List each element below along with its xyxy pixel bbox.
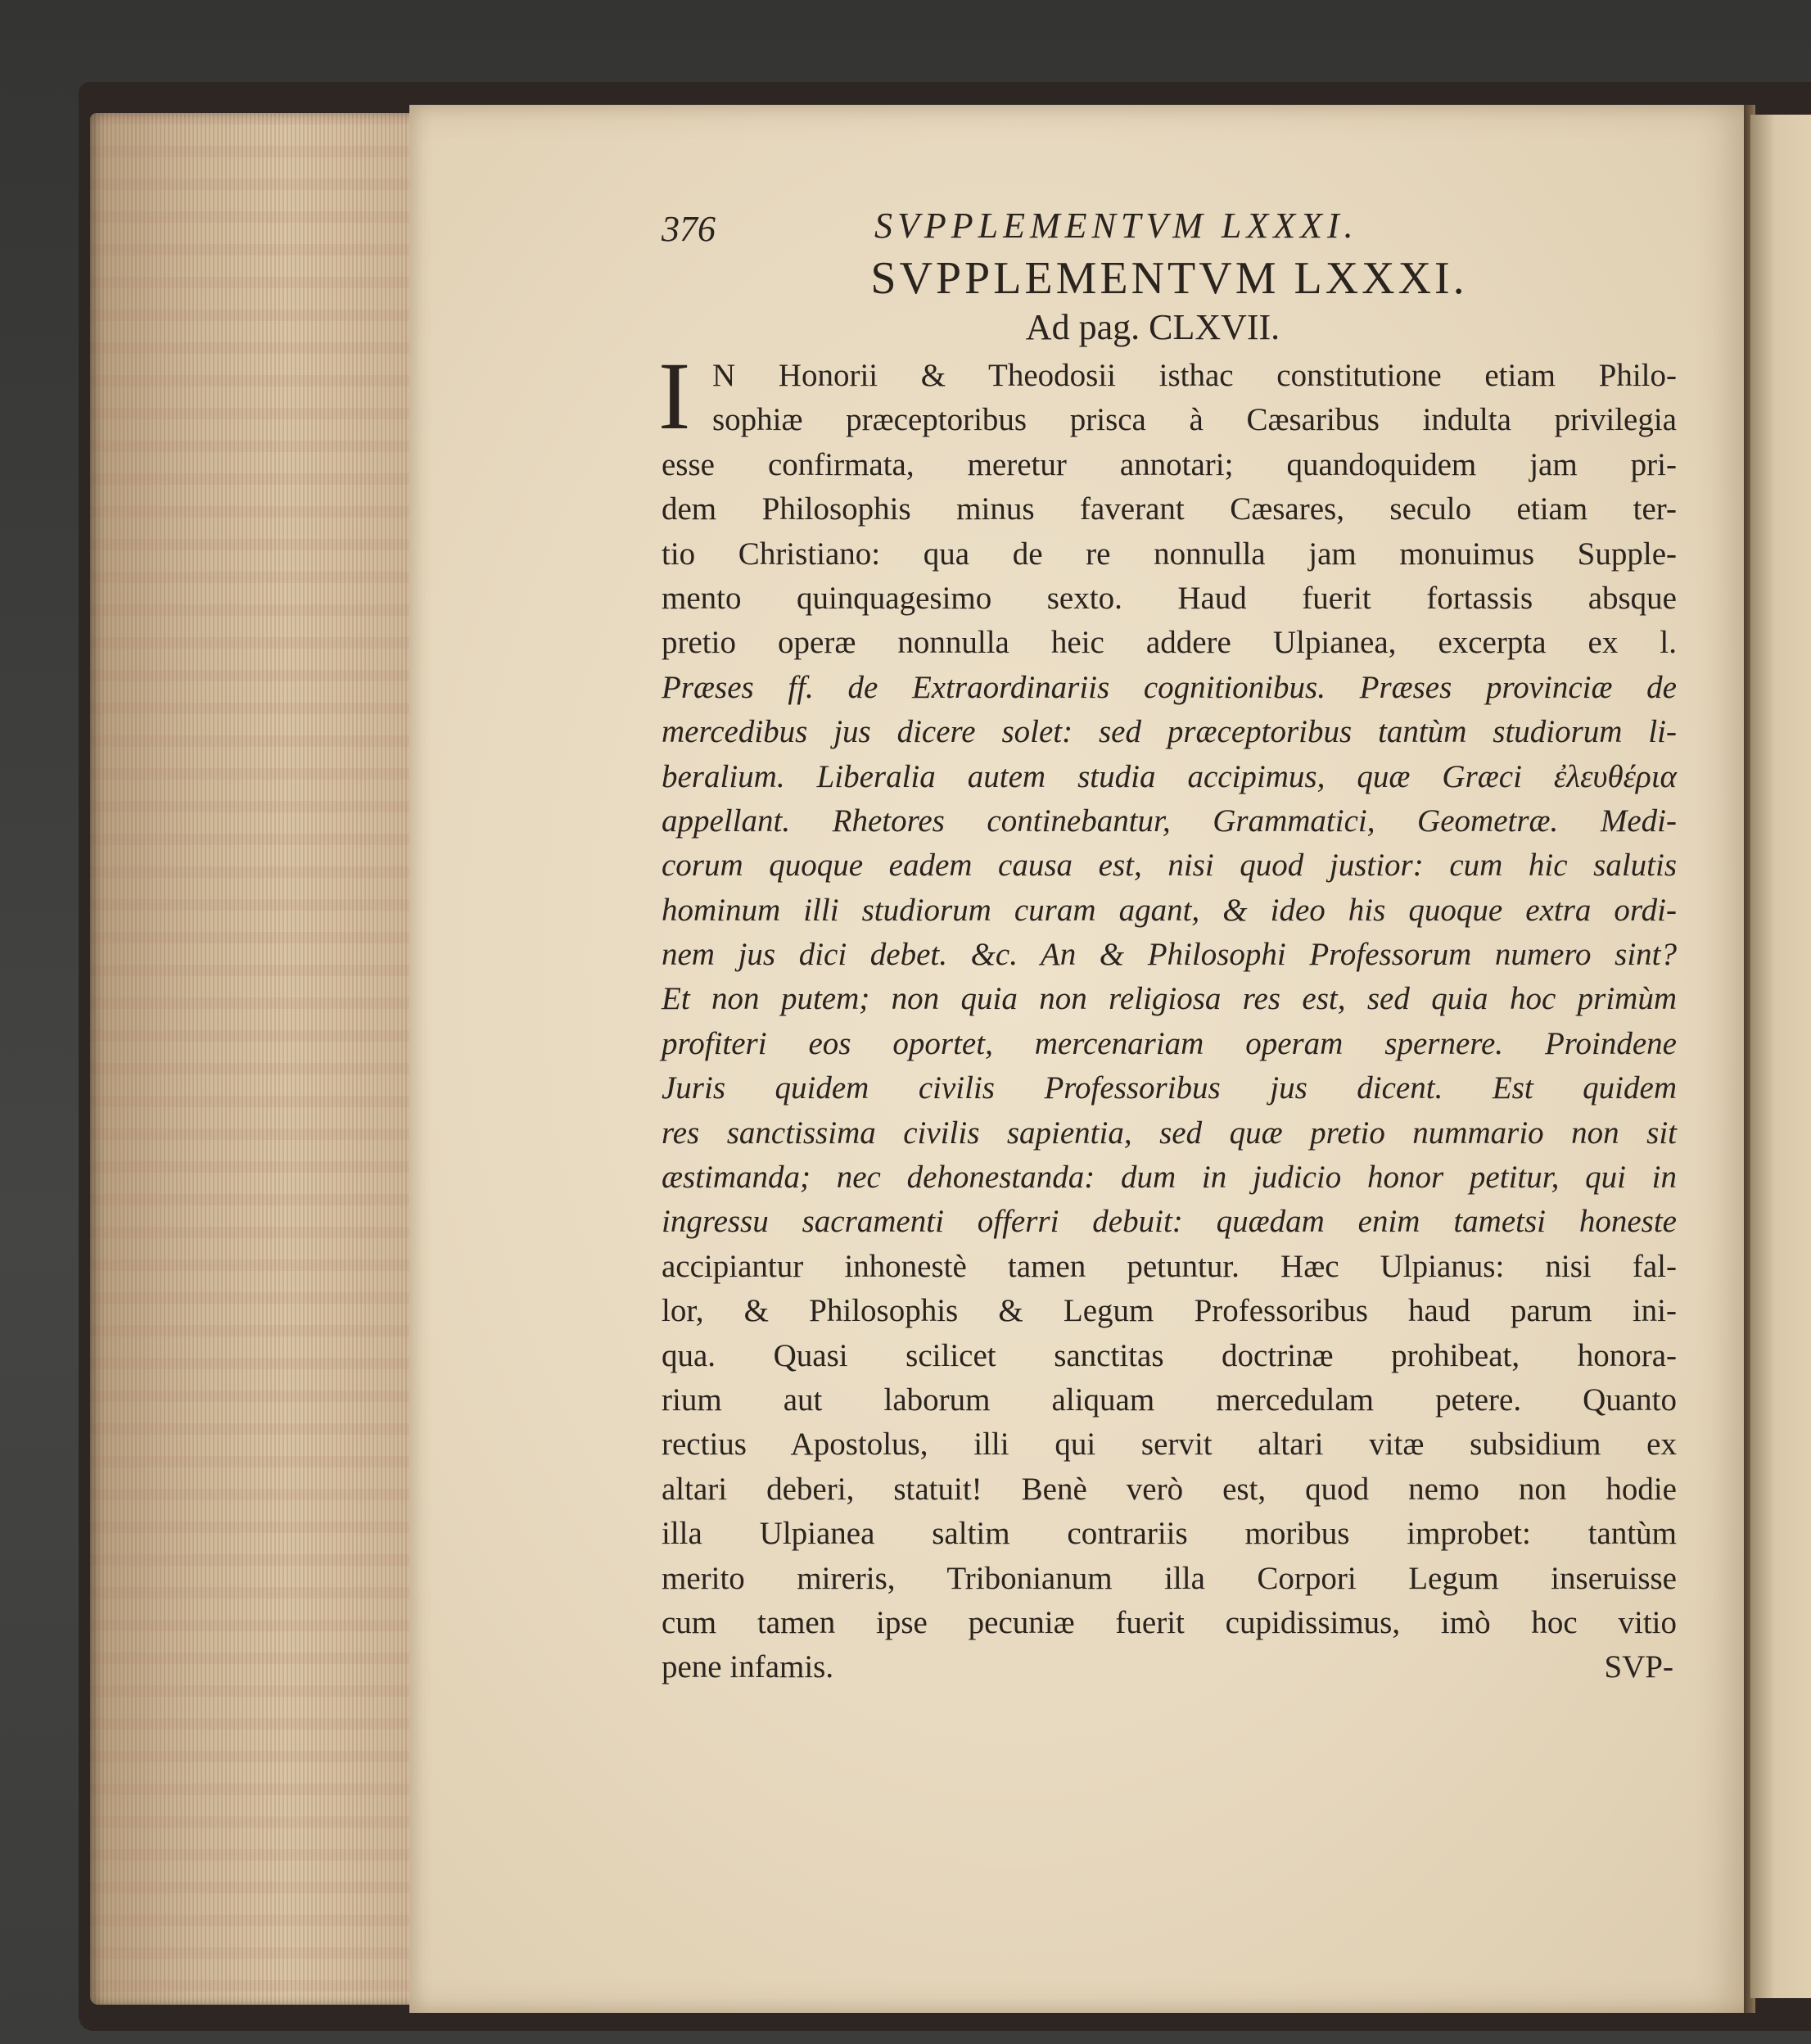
text-line: profiteri eos oportet, mercenariam operam spernere. Proindene (662, 1025, 1677, 1061)
running-head (662, 205, 1677, 252)
section-subtitle: Ad pag. CLXVII. (1025, 307, 1280, 347)
drop-cap: I (658, 342, 691, 450)
running-title: SVPPLEMENTVM LXXXI. (874, 206, 1358, 246)
text-line: esse confirmata, meretur annotari; quandoquidem jam pri- (662, 446, 1677, 482)
last-line-text: pene infamis. (662, 1649, 834, 1685)
text-line: accipiantur inhonestè tamen petuntur. Hæc Ulpianus: nisi fal- (662, 1248, 1677, 1284)
text-line: hominum illi studiorum curam agant, & ideo his quoque extra ordi- (662, 892, 1677, 928)
text-line: æstimanda; nec dehonestanda: dum in judicio honor petitur, qui in (662, 1160, 1677, 1196)
text-line: nem jus dici debet. &c. An & Philosophi Professorum numero sint? (662, 937, 1677, 973)
text-line: pretio operæ nonnulla heic addere Ulpianea, excerpta ex l. (662, 625, 1677, 661)
text-line: ingressu sacramenti offerri debuit: quædam enim tametsi honeste (662, 1204, 1677, 1240)
page-text (658, 205, 1677, 1690)
facing-page-edge (1750, 115, 1811, 1998)
text-line: illa Ulpianea saltim contrariis moribus improbet: tantùm (662, 1516, 1677, 1552)
text-line: beralium. Liberalia autem studia accipimus, quæ Græci ἐλευθέρια (662, 758, 1677, 794)
section-title: SVPPLEMENTVM LXXXI. (870, 253, 1468, 304)
text-line: sophiæ præceptoribus prisca à Cæsaribus indulta privilegia (712, 402, 1677, 438)
text-line: N Honorii & Theodosii isthac constitutione etiam Philo- (712, 358, 1677, 393)
text-line: dem Philosophis minus faverant Cæsares, seculo etiam ter- (662, 491, 1677, 527)
text-line: corum quoque eadem causa est, nisi quod justior: cum hic salutis (662, 848, 1677, 884)
page-number: 376 (662, 209, 716, 249)
body-text (662, 354, 1677, 1690)
text-line: qua. Quasi scilicet sanctitas doctrinæ prohibeat, honora- (662, 1337, 1677, 1373)
text-line: Juris quidem civilis Professoribus jus dicent. Est quidem (662, 1070, 1677, 1106)
text-line (662, 1645, 1677, 1689)
text-line: appellant. Rhetores continebantur, Grammatici, Geometræ. Medi- (662, 803, 1677, 839)
catchword: SVP- (1604, 1649, 1673, 1685)
page-edges (90, 113, 418, 2005)
text-line: cum tamen ipse pecuniæ fuerit cupidissimus, imò hoc vitio (662, 1604, 1677, 1640)
text-line: mercedibus jus dicere solet: sed præceptoribus tantùm studiorum li- (662, 714, 1677, 750)
text-line: lor, & Philosophis & Legum Professoribus haud parum ini- (662, 1293, 1677, 1329)
text-line: res sanctissima civilis sapientia, sed quæ pretio nummario non sit (662, 1115, 1677, 1151)
text-line: altari deberi, statuit! Benè verò est, quod nemo non hodie (662, 1471, 1677, 1507)
text-line: Et non putem; non quia non religiosa res est, sed quia hoc primùm (662, 981, 1677, 1017)
text-line: rectius Apostolus, illi qui servit altari vitæ subsidium ex (662, 1427, 1677, 1463)
text-line: Præses ff. de Extraordinariis cognitionibus. Præses provinciæ de (662, 669, 1677, 705)
text-line: mento quinquagesimo sexto. Haud fuerit fortassis absque (662, 580, 1677, 616)
text-line: rium aut laborum aliquam mercedulam petere. Quanto (662, 1382, 1677, 1418)
text-line: merito mireris, Tribonianum illa Corpori Legum inseruisse (662, 1560, 1677, 1596)
text-line: tio Christiano: qua de re nonnulla jam monuimus Supple- (662, 536, 1677, 572)
